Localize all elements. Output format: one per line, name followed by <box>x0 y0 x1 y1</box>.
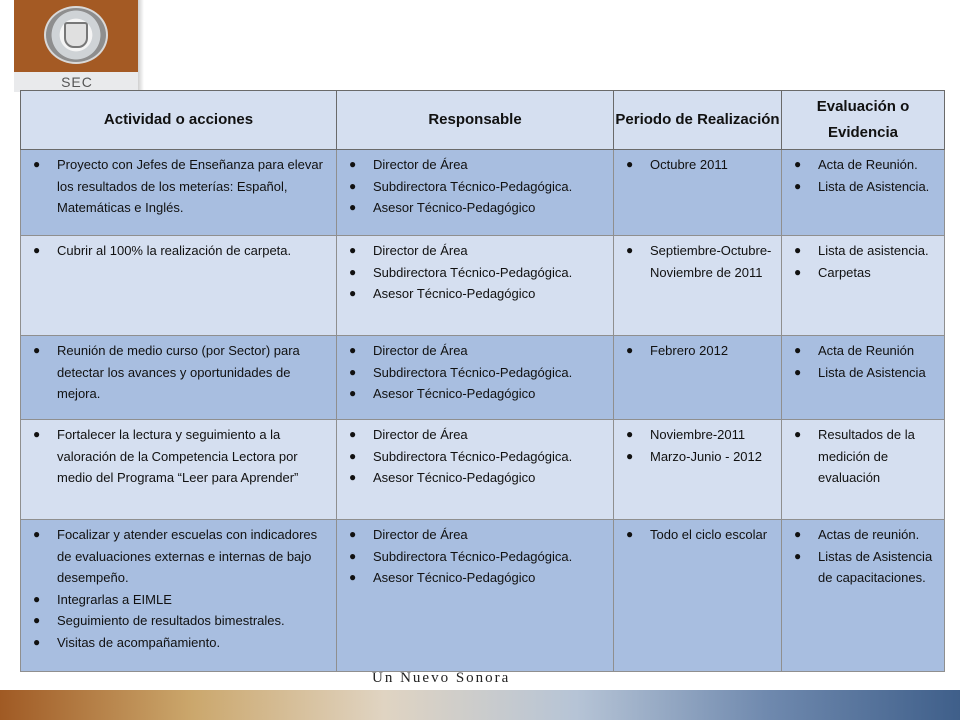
list-item <box>343 240 607 262</box>
list-item-text: Subdirectora Técnico-Pedagógica. <box>373 364 573 380</box>
activities-table <box>20 90 945 672</box>
list-item-text: Asesor Técnico-Pedagógico <box>373 386 536 401</box>
bullet-icon: ● <box>626 157 634 171</box>
table-row <box>21 336 945 420</box>
list-item <box>343 524 607 546</box>
cell-evidencia <box>782 520 945 672</box>
cell-responsable <box>337 336 614 420</box>
list-item <box>343 340 607 362</box>
list-item <box>343 176 607 198</box>
list-item-text: Lista de asistencia. <box>818 243 929 258</box>
bullet-icon: ● <box>349 448 357 463</box>
bullet-icon: ● <box>349 243 357 257</box>
table-body <box>21 150 945 672</box>
logo-shadow <box>138 0 144 92</box>
bullet-icon: ● <box>626 343 634 357</box>
list-item <box>343 546 607 568</box>
cell-responsable <box>337 236 614 336</box>
list-item-text: Integrarlas a EIMLE <box>57 591 172 607</box>
list-item-text: Todo el ciclo escolar <box>650 527 768 542</box>
bullet-icon: ● <box>349 364 357 379</box>
list-item-text: Noviembre-2011 <box>650 427 746 442</box>
list-item <box>620 154 775 176</box>
list-item-text: Director de Área <box>373 527 468 542</box>
list-item <box>27 340 330 405</box>
bullet-icon: ● <box>349 286 357 300</box>
table-row <box>21 236 945 336</box>
cell-actividad <box>21 336 337 420</box>
bullet-icon: ● <box>33 427 41 441</box>
list-item <box>788 340 938 362</box>
bullet-list <box>343 154 607 219</box>
bullet-icon: ● <box>626 527 634 541</box>
bullet-list <box>27 424 330 489</box>
cell-responsable <box>337 150 614 236</box>
list-item-text: Visitas de acompañamiento. <box>57 634 221 650</box>
list-item-text: Septiembre-Octubre-Noviembre de 2011 <box>650 243 772 280</box>
logo-banner <box>14 0 140 72</box>
cell-responsable <box>337 520 614 672</box>
bullet-list <box>788 240 938 283</box>
list-item-text: Asesor Técnico-Pedagógico <box>373 470 536 485</box>
bullet-list <box>343 340 607 405</box>
bullet-list <box>788 154 938 197</box>
column-header-actividad: Actividad o acciones <box>21 91 337 150</box>
list-item-text: Lista de Asistencia. <box>818 178 930 194</box>
list-item <box>27 524 330 589</box>
list-item <box>27 589 330 611</box>
list-item <box>27 154 330 219</box>
bullet-list <box>27 340 330 405</box>
bullet-icon: ● <box>349 386 357 400</box>
cell-evidencia <box>782 236 945 336</box>
bullet-icon: ● <box>626 427 634 441</box>
table-row <box>21 520 945 672</box>
list-item-text: Reunión de medio curso (por Sector) para detectar los avances y oportunidades de mejora. <box>57 343 300 401</box>
bullet-icon: ● <box>794 178 802 193</box>
list-item-text: Febrero 2012 <box>650 343 729 358</box>
bullet-icon: ● <box>33 527 41 541</box>
bullet-icon: ● <box>794 364 802 379</box>
column-header-responsable: Responsable <box>337 91 614 150</box>
bullet-icon: ● <box>349 470 357 484</box>
list-item <box>788 176 938 198</box>
list-item <box>343 467 607 489</box>
bullet-icon: ● <box>794 343 802 357</box>
cell-periodo <box>614 336 782 420</box>
list-item <box>788 240 938 262</box>
bullet-list <box>343 524 607 589</box>
list-item <box>343 154 607 176</box>
list-item <box>788 424 938 489</box>
list-item <box>27 424 330 489</box>
list-item-text: Carpetas <box>818 264 871 280</box>
list-item-text: Acta de Reunión <box>818 343 915 358</box>
bullet-icon: ● <box>794 548 802 563</box>
bullet-icon: ● <box>349 427 357 441</box>
list-item-text: Subdirectora Técnico-Pedagógica. <box>373 264 573 280</box>
bullet-icon: ● <box>794 264 802 279</box>
list-item <box>27 610 330 632</box>
footer-slogan: Un Nuevo Sonora <box>372 670 511 686</box>
bullet-list <box>27 524 330 653</box>
list-item-text: Lista de Asistencia <box>818 364 926 380</box>
list-item-text: Asesor Técnico-Pedagógico <box>373 200 536 215</box>
cell-evidencia <box>782 420 945 520</box>
bullet-icon: ● <box>794 157 802 171</box>
bullet-list <box>620 340 775 362</box>
bullet-icon: ● <box>33 343 41 357</box>
list-item-text: Seguimiento de resultados bimestrales. <box>57 613 285 628</box>
list-item-text: Resultados de la medición de evaluación <box>818 427 915 485</box>
bullet-list <box>620 240 775 283</box>
list-item-text: Subdirectora Técnico-Pedagógica. <box>373 548 573 564</box>
bullet-list <box>343 240 607 305</box>
table-row <box>21 150 945 236</box>
table-row <box>21 420 945 520</box>
list-item-text: Proyecto con Jefes de Enseñanza para elevar los resultados de los meterías: Español, Matemáticas e Inglés. <box>57 157 323 215</box>
logo-text: SEC <box>61 74 93 90</box>
cell-evidencia <box>782 336 945 420</box>
cell-periodo <box>614 150 782 236</box>
cell-periodo <box>614 520 782 672</box>
bullet-list <box>620 424 775 467</box>
list-item-text: Octubre 2011 <box>650 157 728 172</box>
bullet-icon: ● <box>349 157 357 171</box>
footer-band <box>0 690 960 720</box>
bullet-icon: ● <box>349 570 357 584</box>
list-item <box>788 154 938 176</box>
bullet-list <box>343 424 607 489</box>
list-item <box>343 283 607 305</box>
list-item <box>788 362 938 384</box>
column-header-periodo: Periodo de Realización <box>614 91 782 150</box>
bullet-icon: ● <box>794 527 802 541</box>
list-item-text: Asesor Técnico-Pedagógico <box>373 286 536 301</box>
list-item-text: Asesor Técnico-Pedagógico <box>373 570 536 585</box>
bullet-list <box>27 240 330 262</box>
cell-actividad <box>21 150 337 236</box>
list-item <box>343 262 607 284</box>
list-item <box>343 424 607 446</box>
state-seal-icon <box>44 6 108 64</box>
cell-responsable <box>337 420 614 520</box>
list-item <box>788 262 938 284</box>
list-item <box>343 197 607 219</box>
bullet-list <box>788 340 938 383</box>
bullet-list <box>620 154 775 176</box>
list-item <box>620 240 775 283</box>
bullet-icon: ● <box>349 264 357 279</box>
list-item <box>27 240 330 262</box>
bullet-icon: ● <box>33 613 41 627</box>
list-item <box>620 524 775 546</box>
list-item-text: Subdirectora Técnico-Pedagógica. <box>373 178 573 194</box>
bullet-icon: ● <box>626 243 634 257</box>
list-item-text: Fortalecer la lectura y seguimiento a la valoración de la Competencia Lectora por medio del Programa “Leer para Aprender” <box>57 427 299 485</box>
list-item <box>343 362 607 384</box>
cell-evidencia <box>782 150 945 236</box>
cell-periodo <box>614 420 782 520</box>
list-item <box>620 446 775 468</box>
list-item <box>27 632 330 654</box>
list-item <box>788 524 938 546</box>
list-item-text: Acta de Reunión. <box>818 157 918 172</box>
bullet-icon: ● <box>349 548 357 563</box>
cell-periodo <box>614 236 782 336</box>
list-item-text: Director de Área <box>373 243 468 258</box>
column-header-evidencia: Evaluación o Evidencia <box>782 91 945 150</box>
bullet-icon: ● <box>626 448 634 463</box>
bullet-list <box>788 424 938 489</box>
cell-actividad <box>21 236 337 336</box>
bullet-list <box>27 154 330 219</box>
table-header-row <box>21 91 945 150</box>
list-item-text: Subdirectora Técnico-Pedagógica. <box>373 448 573 464</box>
cell-actividad <box>21 520 337 672</box>
list-item-text: Cubrir al 100% la realización de carpeta. <box>57 243 292 258</box>
bullet-icon: ● <box>794 243 802 257</box>
bullet-list <box>620 524 775 546</box>
list-item-text: Marzo-Junio - 2012 <box>650 448 762 464</box>
list-item <box>788 546 938 589</box>
bullet-icon: ● <box>33 634 41 649</box>
cell-actividad <box>21 420 337 520</box>
bullet-list <box>788 524 938 589</box>
list-item <box>620 340 775 362</box>
bullet-icon: ● <box>349 200 357 214</box>
bullet-icon: ● <box>349 343 357 357</box>
list-item-text: Director de Área <box>373 343 468 358</box>
list-item-text: Listas de Asistencia de capacitaciones. <box>818 548 933 585</box>
bullet-icon: ● <box>33 157 41 171</box>
list-item <box>343 567 607 589</box>
bullet-icon: ● <box>33 591 41 606</box>
list-item-text: Actas de reunión. <box>818 527 920 542</box>
list-item-text: Director de Área <box>373 427 468 442</box>
seal-shield-icon <box>64 22 88 48</box>
bullet-icon: ● <box>794 427 802 441</box>
bullet-icon: ● <box>349 178 357 193</box>
sec-logo <box>14 0 140 92</box>
list-item <box>620 424 775 446</box>
list-item <box>343 446 607 468</box>
list-item-text: Director de Área <box>373 157 468 172</box>
list-item-text: Focalizar y atender escuelas con indicadores de evaluaciones externas e internas de bajo desempeño. <box>57 527 318 585</box>
list-item <box>343 383 607 405</box>
bullet-icon: ● <box>33 243 41 257</box>
bullet-icon: ● <box>349 527 357 541</box>
